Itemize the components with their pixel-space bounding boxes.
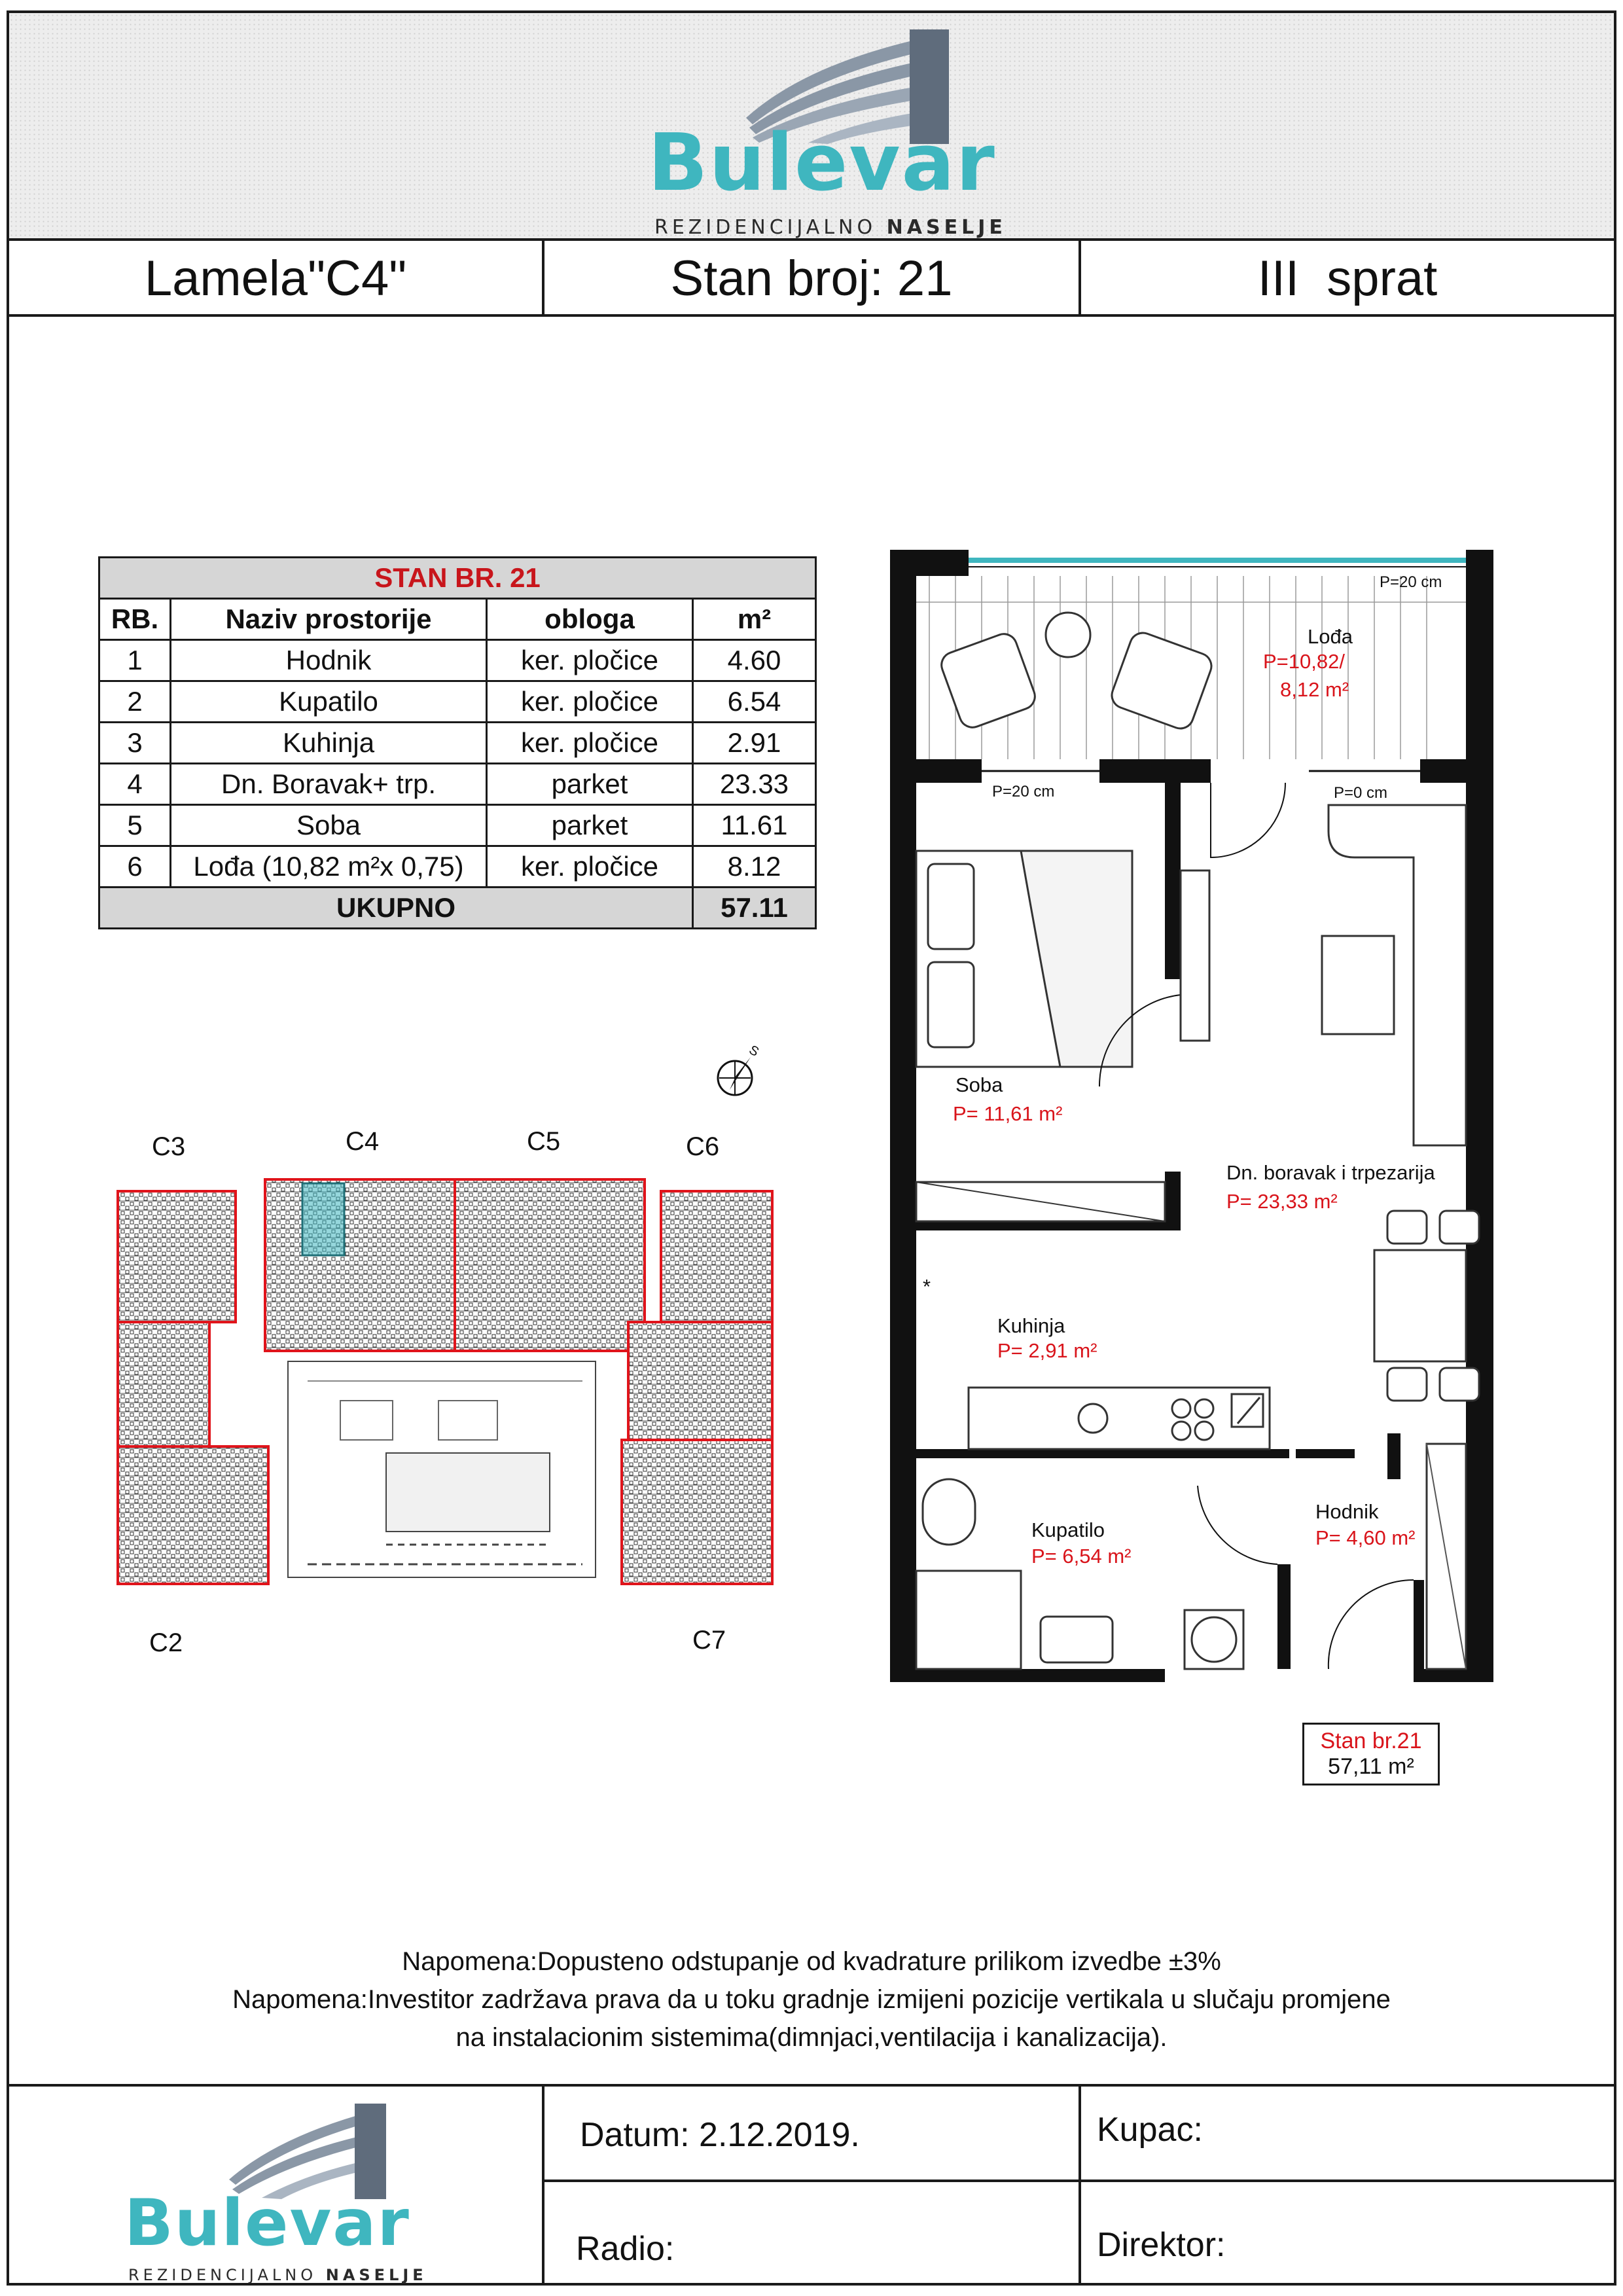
building-logo-icon	[124, 2094, 425, 2199]
divider-line	[544, 2179, 1616, 2182]
col-header: RB.	[99, 599, 171, 640]
kuhinja-area: P= 2,91 m²	[997, 1339, 1097, 1362]
cell-rb: 2	[99, 681, 171, 723]
tv-unit	[1181, 870, 1209, 1041]
wall	[1277, 1564, 1291, 1669]
washbasin-icon	[1041, 1617, 1113, 1662]
floor-label: III sprat	[1257, 250, 1438, 306]
brand-subtitle-bold: NASELJE	[886, 216, 1007, 239]
armchair-icon	[1108, 629, 1215, 732]
block-c5	[455, 1179, 645, 1351]
wall	[1466, 550, 1493, 576]
soba-name: Soba	[955, 1073, 1003, 1096]
cell-area: 4.60	[693, 640, 816, 681]
cell-finish: ker. pločice	[487, 846, 693, 888]
soba-parapet-label: P=20 cm	[992, 783, 1055, 800]
table-row	[99, 764, 816, 805]
cell-finish: parket	[487, 764, 693, 805]
note-line: Napomena:Dopusteno odstupanje od kvadrature prilikom izvedbe ±3%	[402, 1947, 1221, 1976]
brand-subtitle	[654, 216, 1007, 239]
date-field: Datum: 2.12.2019.	[580, 2116, 860, 2154]
chair-icon	[1387, 1368, 1427, 1401]
cell-area: 6.54	[693, 681, 816, 723]
total-label: UKUPNO	[99, 888, 693, 929]
loggia-name: Lođa	[1308, 625, 1353, 648]
kitchen-marker: *	[923, 1275, 931, 1298]
cell-room: Lođa (10,82 m²x 0,75)	[171, 846, 487, 888]
keyplan-label-c5: C5	[527, 1127, 561, 1156]
toilet-icon	[923, 1479, 975, 1545]
wall	[890, 1669, 1165, 1682]
coffee-table-icon	[1322, 936, 1394, 1034]
loggia-parapet-label: P=20 cm	[1380, 573, 1442, 591]
kuhinja-name: Kuhinja	[997, 1314, 1065, 1337]
brand-name: Bulevar	[648, 118, 996, 209]
cell-area: 11.61	[693, 805, 816, 846]
brand-subtitle-light: REZIDENCIJALNO	[654, 216, 877, 239]
chair-icon	[1440, 1211, 1479, 1244]
note-line: na instalacionim sistemima(dimnjaci,ventilacija i kanalizacija).	[455, 2023, 1168, 2052]
block-c2	[118, 1446, 268, 1584]
keyplan-label-c6: C6	[686, 1132, 720, 1161]
brand-subtitle	[128, 2266, 427, 2284]
block-c6	[661, 1191, 772, 1322]
cell-finish: parket	[487, 805, 693, 846]
block-c7	[622, 1440, 772, 1584]
door-swing	[1329, 1580, 1414, 1669]
table-row	[99, 805, 816, 846]
wall	[1420, 759, 1493, 783]
keyplan-label-c7: C7	[692, 1626, 726, 1655]
brand-subtitle-light: REZIDENCIJALNO	[128, 2266, 317, 2284]
col-header: Naziv prostorije	[171, 599, 487, 640]
stove-icon	[1172, 1422, 1190, 1440]
sink-icon	[1079, 1404, 1107, 1433]
cell-room: Dn. Boravak+ trp.	[171, 764, 487, 805]
keyplan-label-c3: C3	[152, 1132, 186, 1161]
wall	[890, 550, 916, 1682]
stan-number: Stan broj: 21	[670, 250, 953, 306]
wall	[916, 1449, 1289, 1458]
wall	[890, 550, 969, 576]
armchair-icon	[938, 630, 1039, 731]
cell-rb: 6	[99, 846, 171, 888]
shower-tray	[916, 1571, 1021, 1669]
brand-logo-bottom	[124, 2094, 427, 2284]
table-title: STAN BR. 21	[99, 558, 816, 599]
table-row	[99, 640, 816, 681]
buyer-field: Kupac:	[1097, 2111, 1203, 2149]
block-c4	[265, 1179, 455, 1351]
wall	[1387, 1433, 1400, 1479]
pillow-icon	[928, 962, 974, 1047]
stove-icon	[1195, 1422, 1213, 1440]
keyplan-label-c2: C2	[149, 1628, 183, 1657]
wall	[1165, 783, 1181, 979]
apartment-summary-box	[1302, 1723, 1440, 1785]
door-swing	[1198, 1486, 1277, 1564]
cell-room: Hodnik	[171, 640, 487, 681]
soba-area: P= 11,61 m²	[953, 1102, 1063, 1125]
prepared-by-field: Radio:	[576, 2230, 675, 2268]
block-c4-highlight	[302, 1183, 344, 1255]
cell-area: 8.12	[693, 846, 816, 888]
apartment-summary-area: 57,11 m²	[1328, 1754, 1414, 1779]
wall	[1165, 1172, 1181, 1224]
keyplan-label-c4: C4	[346, 1127, 380, 1156]
block-c6-lower	[628, 1322, 772, 1440]
divider-line	[7, 314, 1616, 317]
chair-icon	[1440, 1368, 1479, 1401]
wall	[890, 759, 982, 783]
cell-room: Soba	[171, 805, 487, 846]
wall	[1296, 1449, 1355, 1458]
apartment-summary-title: Stan br.21	[1320, 1729, 1422, 1753]
compass-icon	[710, 1044, 769, 1103]
hodnik-area: P= 4,60 m²	[1315, 1526, 1416, 1549]
compass	[710, 1044, 769, 1103]
loggia-area-1: P=10,82/	[1263, 650, 1345, 673]
cell-area: 2.91	[693, 723, 816, 764]
note-line: Napomena:Investitor zadržava prava da u toku gradnje izmijeni pozicije vertikala u slučaju promjene	[232, 1985, 1391, 2014]
courtyard-feature	[386, 1453, 550, 1532]
boravak-area: P= 23,33 m²	[1226, 1190, 1338, 1213]
brand-logo-top	[648, 20, 1007, 239]
loggia-area-2: 8,12 m²	[1280, 678, 1349, 701]
chair-icon	[1387, 1211, 1427, 1244]
wall	[1466, 550, 1493, 1682]
divider-line	[1079, 2084, 1081, 2284]
dining-table-icon	[1374, 1250, 1466, 1361]
table-row	[99, 846, 816, 888]
cell-finish: ker. pločice	[487, 640, 693, 681]
boravak-name: Dn. boravak i trpezarija	[1226, 1161, 1435, 1184]
cell-room: Kupatilo	[171, 681, 487, 723]
cell-room: Kuhinja	[171, 723, 487, 764]
divider-line	[7, 2084, 1616, 2087]
lamela-label: Lamela"C4"	[144, 250, 407, 306]
door-swing	[1211, 783, 1285, 857]
pillow-icon	[928, 864, 974, 949]
cell-rb: 5	[99, 805, 171, 846]
block-c3	[118, 1191, 236, 1322]
divider-line	[542, 2084, 544, 2284]
total-value: 57.11	[693, 888, 816, 929]
kitchen-counter	[969, 1388, 1270, 1449]
side-table-icon	[1046, 613, 1090, 657]
table-row	[99, 723, 816, 764]
col-header: m²	[693, 599, 816, 640]
wall	[1414, 1669, 1493, 1682]
cell-finish: ker. pločice	[487, 681, 693, 723]
brand-name: Bulevar	[124, 2186, 410, 2261]
cell-rb: 4	[99, 764, 171, 805]
wall	[1099, 759, 1211, 783]
kupatilo-area: P= 6,54 m²	[1031, 1545, 1132, 1568]
site-keyplan	[111, 1165, 779, 1597]
hodnik-name: Hodnik	[1315, 1500, 1379, 1523]
stove-icon	[1172, 1399, 1190, 1418]
wall	[1414, 1580, 1424, 1669]
block-c3-lower	[118, 1322, 209, 1446]
boravak-parapet-label: P=0 cm	[1334, 784, 1388, 802]
rooms-table	[98, 556, 817, 929]
col-header: obloga	[487, 599, 693, 640]
cell-area: 23.33	[693, 764, 816, 805]
brand-subtitle-bold: NASELJE	[325, 2266, 427, 2284]
wall	[916, 1221, 1181, 1230]
cell-rb: 3	[99, 723, 171, 764]
cell-finish: ker. pločice	[487, 723, 693, 764]
kupatilo-name: Kupatilo	[1031, 1518, 1105, 1541]
table-row	[99, 681, 816, 723]
stove-icon	[1195, 1399, 1213, 1418]
compass-letter: S	[746, 1043, 762, 1060]
director-field: Direktor:	[1097, 2226, 1226, 2264]
cell-rb: 1	[99, 640, 171, 681]
